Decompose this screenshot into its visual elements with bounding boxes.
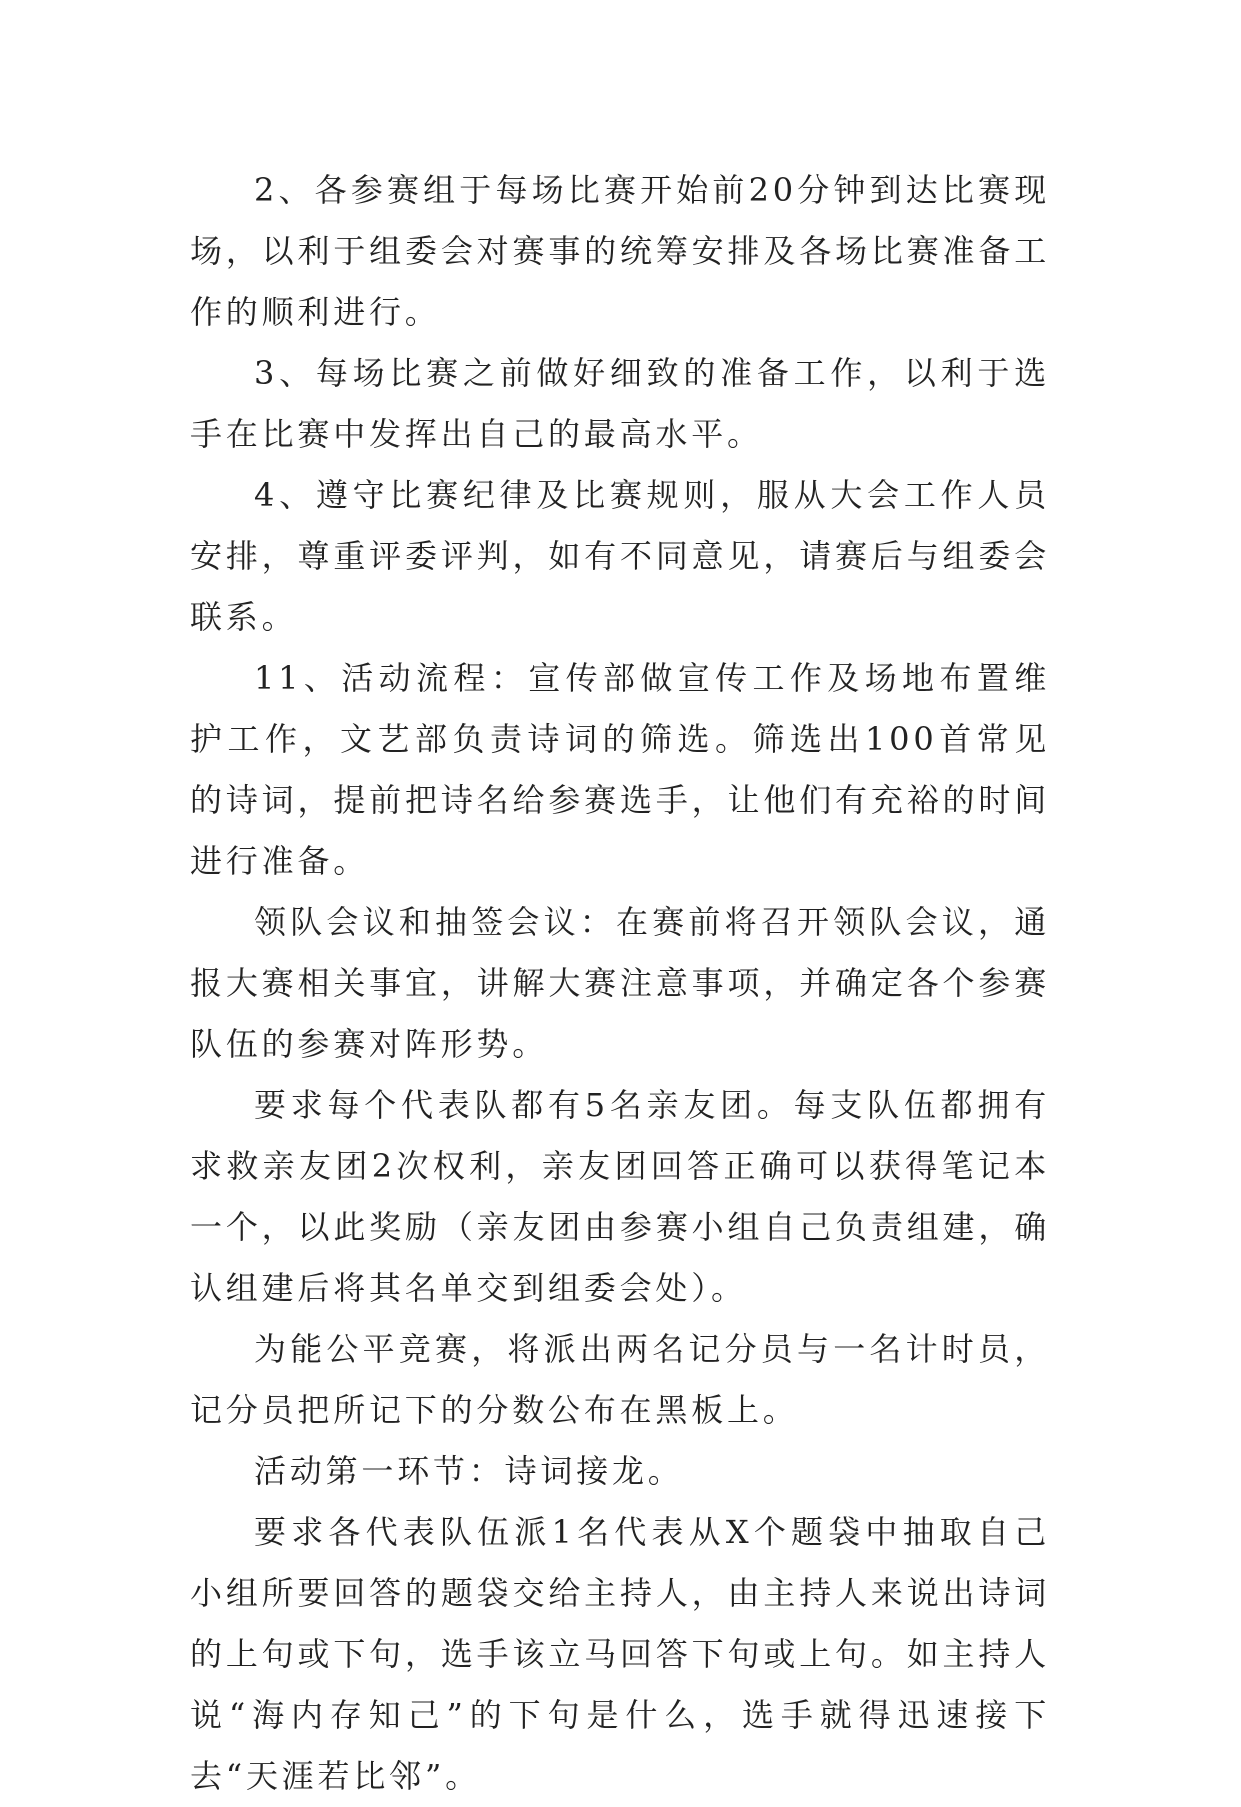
- paragraph-scorekeepers: 为能公平竞赛，将派出两名记分员与一名计时员，记分员把所记下的分数公布在黑板上。: [190, 1330, 1050, 1429]
- paragraph-activity-flow: 11、活动流程：宣传部做宣传工作及场地布置维护工作，文艺部负责诗词的筛选。筛选出100首常见的诗词，提前把诗名给参赛选手，让他们有充裕的时间进行准备。: [190, 659, 1050, 880]
- paragraph-first-round-title: 活动第一环节：诗词接龙。: [254, 1452, 684, 1490]
- paragraph-first-round-rules: 要求各代表队伍派1名代表从X个题袋中抽取自己小组所要回答的题袋交给主持人，由主持人来说出诗词的上句或下句，选手该立马回答下句或上句。如主持人说“海内存知己”的下句是什么，选手就得迅速接下去“天涯若比邻”。: [190, 1513, 1050, 1795]
- paragraph-discipline: 4、遵守比赛纪律及比赛规则，服从大会工作人员安排，尊重评委评判，如有不同意见，请赛后与组委会联系。: [190, 476, 1050, 636]
- paragraph-arrival-time: 2、各参赛组于每场比赛开始前20分钟到达比赛现场，以利于组委会对赛事的统筹安排及各场比赛准备工作的顺利进行。: [190, 171, 1050, 331]
- paragraph-preparation: 3、每场比赛之前做好细致的准备工作，以利于选手在比赛中发挥出自己的最高水平。: [190, 354, 1050, 453]
- document-body: [190, 160, 1050, 1807]
- paragraph-leaders-meeting: 领队会议和抽签会议：在赛前将召开领队会议，通报大赛相关事宜，讲解大赛注意事项，并确定各个参赛队伍的参赛对阵形势。: [190, 903, 1050, 1063]
- paragraph-friends-group: 要求每个代表队都有5名亲友团。每支队伍都拥有求救亲友团2次权利，亲友团回答正确可以获得笔记本一个，以此奖励（亲友团由参赛小组自己负责组建，确认组建后将其名单交到组委会处）。: [190, 1086, 1050, 1307]
